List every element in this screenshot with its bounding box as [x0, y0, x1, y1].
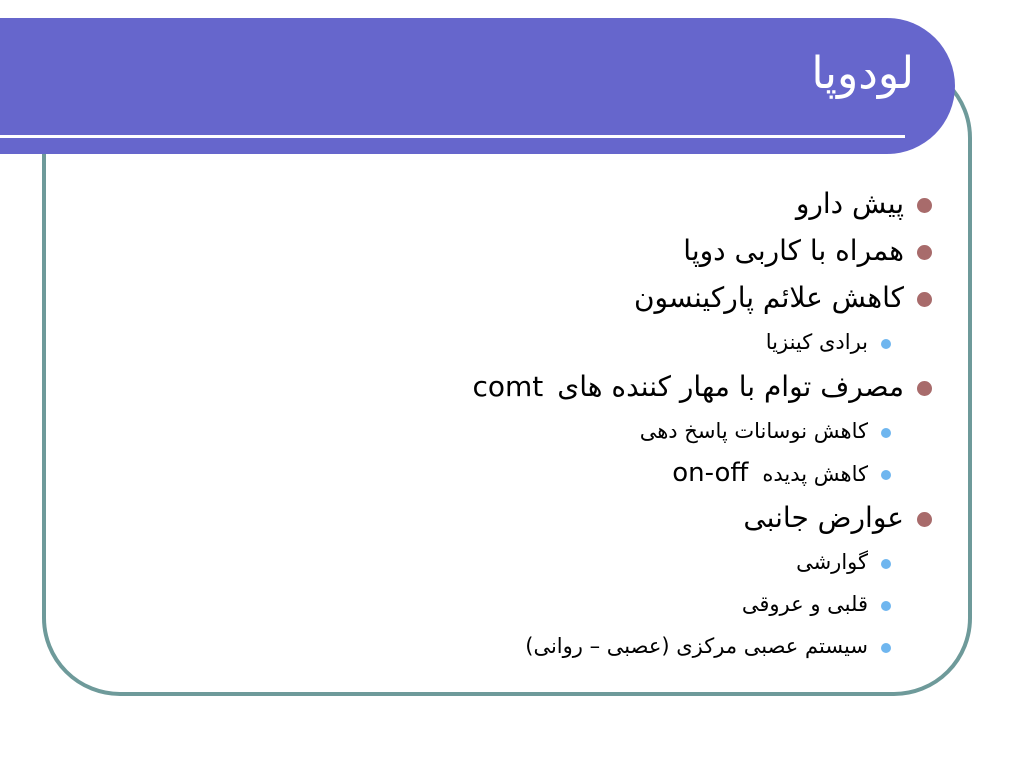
bullet-dot-icon	[917, 198, 932, 213]
sub-bullet-dot-icon	[881, 559, 891, 569]
bullet-text: عوارض جانبی	[743, 501, 904, 534]
bullet-dot-icon	[917, 245, 932, 260]
bullet-text: مصرف توام با مهار کننده های	[557, 370, 904, 403]
bullet-latin-term: comt	[472, 370, 544, 403]
sub-bullet-item	[246, 323, 946, 365]
sub-bullet-item	[246, 585, 946, 627]
bullet-item	[246, 182, 946, 229]
sub-bullet-text: قلبی و عروقی	[741, 592, 868, 616]
bullet-item	[246, 276, 946, 323]
bullet-item	[246, 365, 946, 412]
bullet-item	[246, 496, 946, 543]
sub-bullet-item	[246, 412, 946, 454]
bullet-text: همراه با کاربی دوپا	[683, 234, 904, 267]
sub-bullet-text: سیستم عصبی مرکزی (عصبی – روانی)	[525, 634, 868, 658]
sub-bullet-text: کاهش پدیده	[762, 462, 868, 486]
bullet-dot-icon	[917, 292, 932, 307]
sub-bullet-item	[246, 627, 946, 669]
bullet-list	[246, 182, 946, 669]
bullet-text: کاهش علائم پارکینسون	[633, 281, 904, 314]
sub-bullet-item	[246, 454, 946, 496]
title-underline	[0, 135, 905, 138]
bullet-item	[246, 229, 946, 276]
bullet-text: پیش دارو	[795, 187, 904, 220]
sub-bullet-item	[246, 543, 946, 585]
sub-bullet-dot-icon	[881, 643, 891, 653]
sub-bullet-latin-term: on-off	[672, 458, 749, 488]
sub-bullet-dot-icon	[881, 601, 891, 611]
bullet-dot-icon	[917, 512, 932, 527]
sub-bullet-dot-icon	[881, 339, 891, 349]
slide-title: لودوپا	[811, 48, 914, 99]
sub-bullet-dot-icon	[881, 470, 891, 480]
bullet-dot-icon	[917, 381, 932, 396]
sub-bullet-dot-icon	[881, 428, 891, 438]
sub-bullet-text: گوارشی	[796, 550, 868, 574]
sub-bullet-text: کاهش نوسانات پاسخ دهی	[639, 419, 868, 443]
sub-bullet-text: برادی کینزیا	[765, 330, 868, 354]
